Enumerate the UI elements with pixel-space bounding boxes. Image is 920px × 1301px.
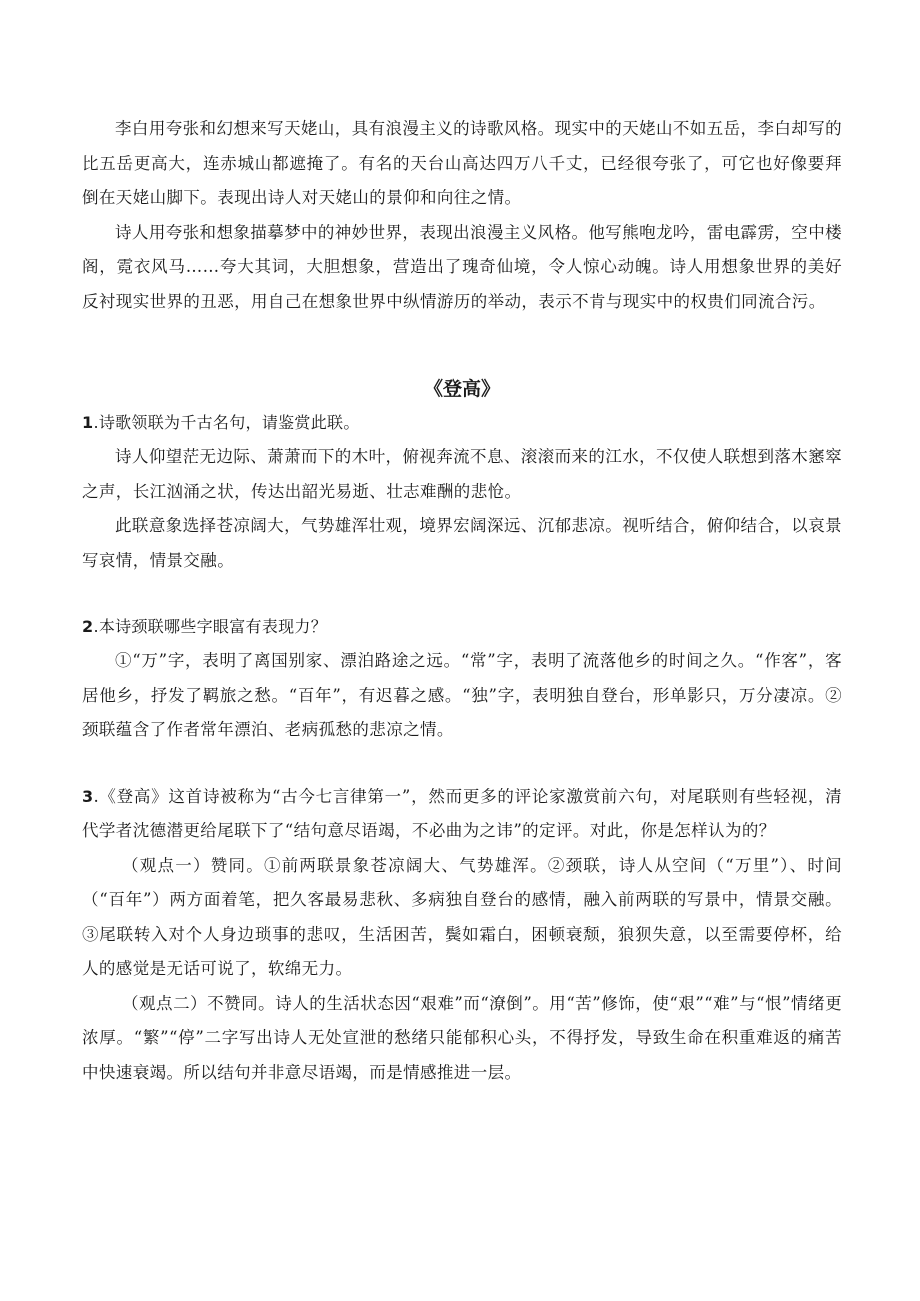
question-3-number: 3 bbox=[82, 786, 94, 806]
section-title: 《登高》 bbox=[423, 378, 500, 400]
question-spacer bbox=[82, 748, 842, 780]
intro-paragraph-1: 李白用夸张和幻想来写天姥山，具有浪漫主义的诗歌风格。现实中的天姥山不如五岳，李白却写的比五岳更高大，连赤城山都遮掩了。有名的天台山高达四万八千丈，已经很夸张了，可它也好像要拜倒在天姥山脚下。表现出诗人对天姥山的景仰和向往之情。 bbox=[82, 119, 842, 207]
question-2-number: 2 bbox=[82, 617, 94, 636]
question-1-number: 1 bbox=[82, 413, 94, 432]
answer-1-paragraph-2: 此联意象选择苍凉阔大，气势雄浑壮观，境界宏阔深远、沉郁悲凉。视听结合，俯仰结合，以哀景写哀情，情景交融。 bbox=[82, 516, 842, 570]
question-3 bbox=[82, 780, 842, 849]
question-spacer bbox=[82, 578, 842, 610]
question-1-text: .诗歌领联为千古名句，请鉴赏此联。 bbox=[93, 413, 360, 432]
answer-3-view-2: （观点二）不赞同。诗人的生活状态因“艰难”而“潦倒”。用“苦”修饰，使“艰”“难”与“恨”情绪更浓厚。“繁”“停”二字写出诗人无处宣泄的愁绪只能郁积心头，不得抒发，导致生命在积重难返的痛苦中快速衰竭。所以结句并非意尽语竭，而是情感推进一层。 bbox=[82, 993, 842, 1082]
question-3-text: .《登高》这首诗被称为“古今七言律第一”，然而更多的评论家激赏前六句，对尾联则有些轻视，清代学者沈德潜更给尾联下了“结句意尽语竭，不必曲为之讳”的定评。对此，你是怎样认为的？ bbox=[82, 786, 842, 840]
answer-1-paragraph-1: 诗人仰望茫无边际、萧萧而下的木叶，俯视奔流不息、滚滚而来的江水，不仅使人联想到落木窸窣之声，长江汹涌之状，传达出韶光易逝、壮志难酬的悲怆。 bbox=[82, 447, 842, 501]
intro-paragraph-2: 诗人用夸张和想象描摹梦中的神妙世界，表现出浪漫主义风格。他写熊咆龙吟，雷电霹雳，空中楼阁，霓衣风马……夸大其词，大胆想象，营造出了瑰奇仙境，令人惊心动魄。诗人用想象世界的美好反衬现实世界的丑恶，用自己在想象世界中纵情游历的举动，表示不肯与现实中的权贵们同流合污。 bbox=[82, 222, 842, 311]
answer-2-paragraph: ①“万”字，表明了离国别家、漂泊路途之远。“常”字，表明了流落他乡的时间之久。“作客”，客居他乡，抒发了羁旅之愁。“百年”，有迟暮之感。“独”字，表明独自登台，形单影只，万分凄凉。②颈联蕴含了作者常年漂泊、老病孤愁的悲凉之情。 bbox=[82, 651, 842, 739]
answer-3-view-1: （观点一）赞同。①前两联景象苍凉阔大、气势雄浑。②颈联，诗人从空间（“万里”）、时间（“百年”）两方面着笔，把久客最易悲秋、多病独自登台的感情，融入前两联的写景中，情景交融。③尾联转入对个人身边琐事的悲叹，生活困苦，鬓如霜白，困顿衰颓，狼狈失意，以至需要停杯，给人的感觉是无话可说了，软绵无力。 bbox=[82, 855, 842, 978]
question-2 bbox=[82, 610, 842, 644]
document-body bbox=[82, 112, 842, 1090]
section-spacer bbox=[82, 319, 842, 372]
question-1 bbox=[82, 406, 842, 440]
question-2-text: .本诗颈联哪些字眼富有表现力？ bbox=[93, 617, 328, 636]
